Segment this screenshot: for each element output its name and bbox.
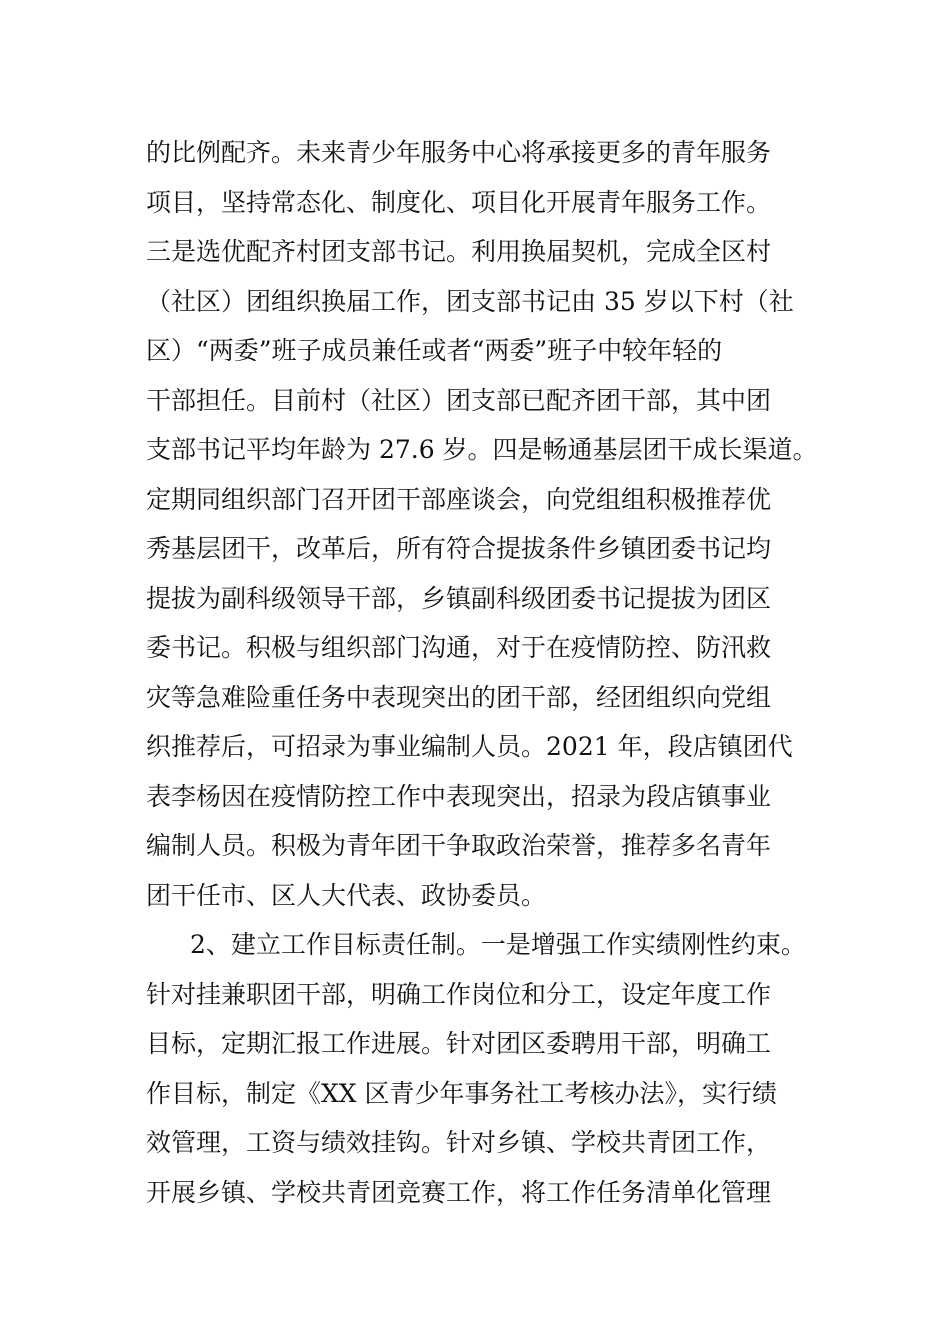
body-text bbox=[146, 128, 826, 1217]
text-line: （社区）团组织换届工作，团支部书记由 35 岁以下村（社 bbox=[146, 286, 794, 316]
text-line: 效管理，工资与绩效挂钩。针对乡镇、学校共青团工作， bbox=[146, 1128, 772, 1157]
text-line: 表李杨因在疫情防控工作中表现突出，招录为段店镇事业 bbox=[146, 781, 772, 811]
text-line: 织推荐后，可招录为事业编制人员。2021 年，段店镇团代 bbox=[146, 732, 793, 761]
text-line: 干部担任。目前村（社区）团支部已配齐团干部，其中团 bbox=[146, 385, 772, 415]
text-line: 开展乡镇、学校共青团竞赛工作，将工作任务清单化管理 bbox=[146, 1177, 772, 1207]
text-line: 项目，坚持常态化、制度化、项目化开展青年服务工作。 bbox=[146, 187, 772, 217]
text-line: 灾等急难险重任务中表现突出的团干部，经团组织向党组 bbox=[146, 682, 772, 712]
text-line: 提拔为副科级领导干部，乡镇副科级团委书记提拔为团区 bbox=[146, 583, 772, 613]
paragraph-start-line: 2、建立工作目标责任制。一是增强工作实绩刚性约束。 bbox=[190, 930, 806, 959]
text-line: 的比例配齐。未来青少年服务中心将承接更多的青年服务 bbox=[146, 138, 772, 167]
text-line: 区）“两委”班子成员兼任或者“两委”班子中较年轻的 bbox=[146, 336, 723, 365]
text-line: 三是选优配齐村团支部书记。利用换届契机，完成全区村 bbox=[146, 237, 772, 266]
text-line: 作目标，制定《XX 区青少年事务社工考核办法》，实行绩 bbox=[146, 1078, 778, 1108]
text-line: 针对挂兼职团干部，明确工作岗位和分工，设定年度工作 bbox=[146, 979, 772, 1009]
text-line: 编制人员。积极为青年团干争取政治荣誉，推荐多名青年 bbox=[146, 831, 772, 860]
text-line: 目标，定期汇报工作进展。针对团区委聘用干部，明确工 bbox=[146, 1029, 772, 1058]
text-line: 秀基层团干，改革后，所有符合提拔条件乡镇团委书记均 bbox=[146, 534, 772, 563]
text-line: 委书记。积极与组织部门沟通，对于在疫情防控、防汛救 bbox=[146, 633, 772, 662]
text-line: 团干任市、区人大代表、政协委员。 bbox=[146, 880, 547, 910]
text-line: 定期同组织部门召开团干部座谈会，向党组组积极推荐优 bbox=[146, 484, 772, 514]
text-line: 支部书记平均年龄为 27.6 岁。四是畅通基层团干成长渠道。 bbox=[146, 435, 818, 464]
